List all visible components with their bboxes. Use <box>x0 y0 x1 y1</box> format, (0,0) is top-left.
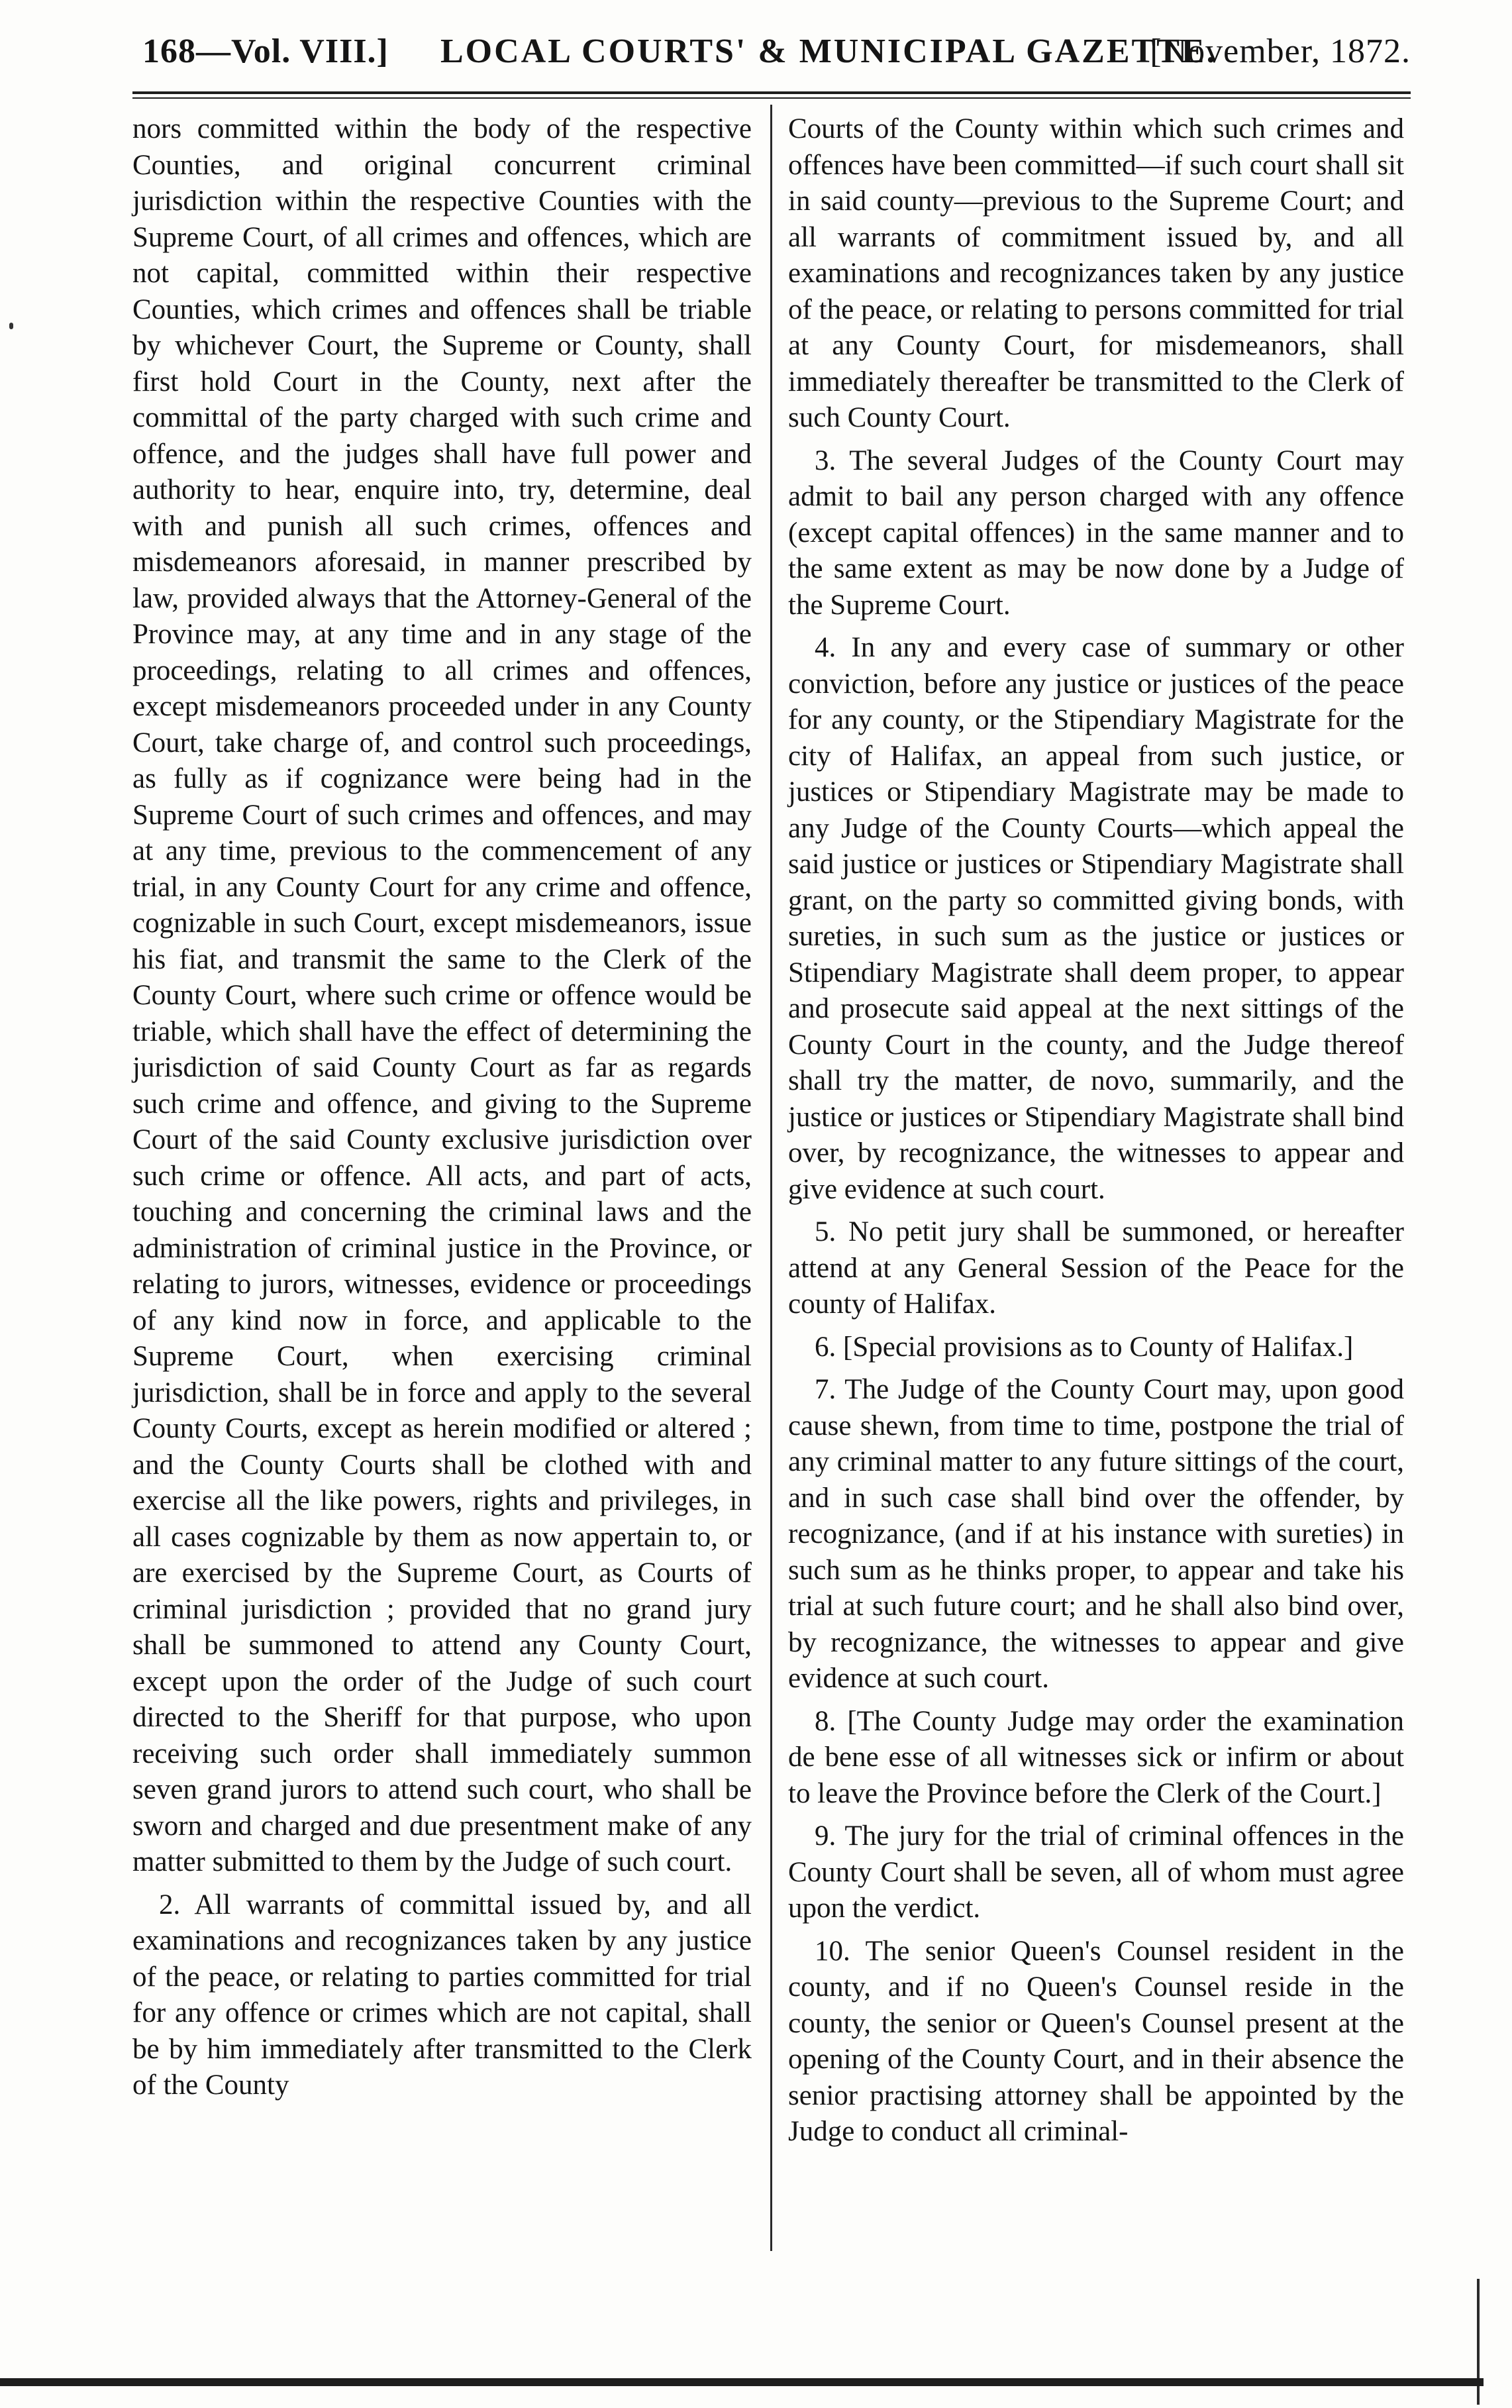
section-10: 10. The senior Queen's Counsel resident in the county, and if no Queen's Counsel reside in the county, the senior or Queen's Counsel present at the opening of the County Court, and in their absence the senior practising attorney shall be appointed by the Judge to conduct all criminal- <box>788 1935 1404 2147</box>
section-7: 7. The Judge of the County Court may, upon good cause shewn, from time to time, postpone the trial of any criminal matter to any future sittings of the court, and in such case shall bind over the offender, by recognizance, (and if at his instance with sureties) in such sum as he thinks proper, to appear and take his trial at such future court; and he shall also bind over, by recognizance, the witnesses to appear and give evidence at such court. <box>788 1374 1404 1694</box>
section-2-continued: Courts of the County within which such crimes and offences have been committed—if such court shall sit in said county—previous to the Supreme Court; and all warrants of commitment issued by, and all examinations and recognizances taken by any justice of the peace, or relating to persons committed for trial at any County Court, for misdemeanors, shall immediately thereafter be transmitted to the Clerk of such County Court. <box>788 113 1404 433</box>
section-8: 8. [The County Judge may order the examination de bene esse of all witnesses sick or infirm or about to leave the Province before the Clerk of the Court.] <box>788 1705 1404 1809</box>
section-2: 2. All warrants of committal issued by, and all examinations and recognizances taken by any justice of the peace, or relating to parties committed for trial for any offence or crimes which are not capital, shall be by him immediately after transmitted to the Clerk of the County <box>132 1889 752 2101</box>
publication-title: LOCAL COURTS' & MUNICIPAL GAZETTE. <box>440 32 1217 70</box>
section-6: 6. [Special provisions as to County of Halifax.] <box>815 1331 1354 1363</box>
header-rule-thin <box>132 97 1411 99</box>
section-4: 4. In any and every case of summary or other conviction, before any justice or justices of the peace for any county, or the Stipendiary Magistrate for the city of Halifax, an appeal from such justice, or justices or Stipendiary Magistrate may be made to any Judge of the County Courts—which appeal the said justice or justices or Stipendiary Magistrate shall grant, on the party so committed giving bonds, with sureties, in such sum as the justice or justices or Stipendiary Magistrate shall deem proper, to appear and prosecute said appeal at the next sittings of the County Court in the county, and the Judge thereof shall try the matter, de novo, summarily, and the justice or justices or Stipendiary Magistrate shall bind over, by recognizance, the witnesses to appear and give evidence at such court. <box>788 632 1404 1205</box>
ink-speck <box>9 323 13 329</box>
column-divider <box>770 105 772 2251</box>
issue-date: [November, 1872. <box>1150 32 1411 70</box>
continued-paragraph: nors committed within the body of the respective Counties, and original concurrent criminal jurisdiction within the respective Counties with the Supreme Court, of all crimes and offences, which are not capital, committed within their respective Counties, which crimes and offences shall be triable by whichever Court, the Supreme or County, shall first hold Court in the County, next after the committal of the party charged with such crime and offence, and the judges shall have full power and authority to hear, enquire into, try, determine, deal with and punish all such crimes, offences and misdemeanors aforesaid, in manner prescribed by law, provided always that the Attorney-General of the Province may, at any time and in any stage of the proceedings, relating to all crimes and offences, except misdemeanors proceeded under in any County Court, take charge of, and control such proceedings, as fully as if cognizance were being had in the Supreme Court of such crimes and offences, and may at any time, previous to the commencement of any trial, in any County Court for any crime and offence, cognizable in such Court, except misdemeanors, issue his fiat, and transmit the same to the Clerk of the County Court, where such crime or offence would be triable, which shall have the effect of determining the jurisdiction of said County Court as far as regards such crime and offence, and giving to the Supreme Court of the said County exclusive jurisdiction over such crime or offence. All acts, and part of acts, touching and concerning the criminal laws and the administration of criminal justice in the Province, or relating to jurors, witnesses, evidence or proceedings of any kind now in force, and applicable to the Supreme Court, when exercising criminal jurisdiction, shall be in force and apply to the several County Courts, except as herein modified or altered ; and the County Courts shall be clothed with and exercise all the like powers, rights and privileges, in all cases cognizable by them as now appertain to, or are exercised by the Supreme Court, as Courts of criminal jurisdiction ; provided that no grand jury shall be summoned to attend any County Court, except upon the order of the Judge of such court directed to the Sheriff for that purpose, who upon receiving such order shall immediately summon seven grand jurors to attend such court, who shall be sworn and charged and due presentment make of any matter submitted to them by the Judge of such court. <box>132 113 752 1877</box>
scan-bottom-edge <box>0 2378 1484 2386</box>
section-3: 3. The several Judges of the County Court may admit to bail any person charged with any offence (except capital offences) in the same manner and to the same extent as may be now done by a Judge of the Supreme Court. <box>788 445 1404 621</box>
right-column <box>788 111 1404 2150</box>
section-5: 5. No petit jury shall be summoned, or hereafter attend at any General Session of the Peace for the county of Halifax. <box>788 1216 1404 1320</box>
left-column <box>132 111 752 2104</box>
header-rule-thick <box>132 91 1411 94</box>
page-volume-label: 168—Vol. VIII.] <box>142 32 389 70</box>
running-header <box>142 26 1411 86</box>
section-9: 9. The jury for the trial of criminal offences in the County Court shall be seven, all of whom must agree upon the verdict. <box>788 1820 1404 1924</box>
